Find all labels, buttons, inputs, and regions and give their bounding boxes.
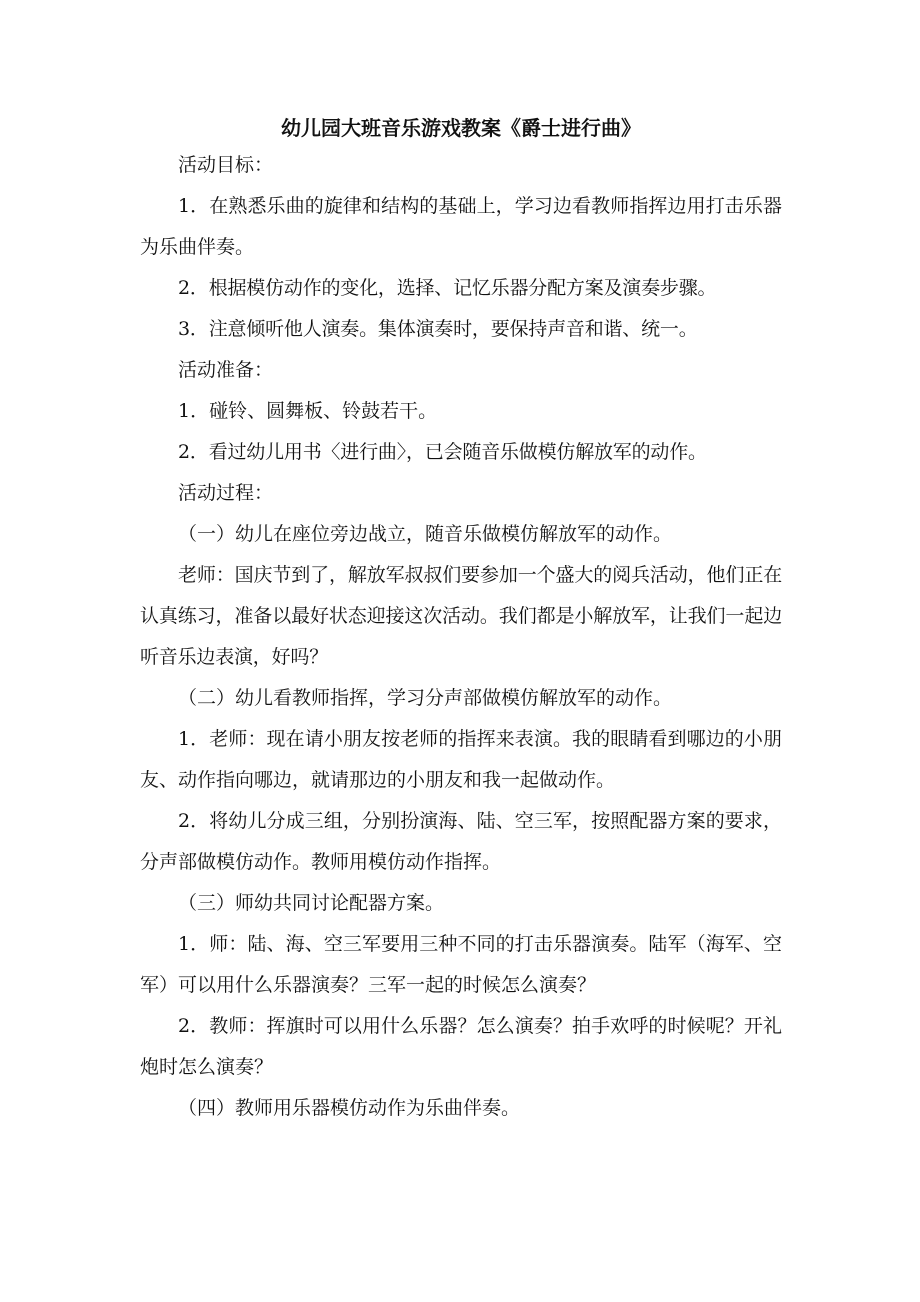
objective-1: 1．在熟悉乐曲的旋律和结构的基础上，学习边看教师指挥边用打击乐器为乐曲伴奏。 (140, 195, 782, 258)
document-title: 幼儿园大班音乐游戏教案《爵士进行曲》 (281, 116, 641, 140)
heading-preparation: 活动准备： (178, 359, 274, 381)
step-3-item-1: 1．师：陆、海、空三军要用三种不同的打击乐器演奏。陆军（海军、空军）可以用什么乐器演奏？三军一起的时候怎么演奏？ (140, 933, 782, 996)
process-step-2: （二）幼儿看教师指挥，学习分声部做模仿解放军的动作。 (178, 687, 673, 709)
step-3-item-2: 2．教师：挥旗时可以用什么乐器？怎么演奏？拍手欢呼的时候呢？开礼炮时怎么演奏？ (140, 1015, 782, 1078)
step-2-item-2: 2．将幼儿分成三组，分别扮演海、陆、空三军，按照配器方案的要求，分声部做模仿动作。教师用模仿动作指挥。 (140, 810, 782, 873)
heading-process: 活动过程： (178, 482, 274, 504)
preparation-2: 2．看过幼儿用书〈进行曲〉，已会随音乐做模仿解放军的动作。 (178, 441, 707, 463)
objective-2: 2．根据模仿动作的变化，选择、记忆乐器分配方案及演奏步骤。 (178, 277, 717, 299)
step-2-item-1: 1．老师：现在请小朋友按老师的指挥来表演。我的眼睛看到哪边的小朋友、动作指向哪边，就请那边的小朋友和我一起做动作。 (140, 728, 782, 791)
teacher-dialogue-1: 老师：国庆节到了，解放军叔叔们要参加一个盛大的阅兵活动，他们正在认真练习，准备以最好状态迎接这次活动。我们都是小解放军，让我们一起边听音乐边表演，好吗？ (140, 564, 782, 668)
heading-objectives: 活动目标： (178, 154, 274, 176)
document-body (140, 114, 782, 1129)
objective-3: 3．注意倾听他人演奏。集体演奏时，要保持声音和谐、统一。 (178, 318, 698, 340)
process-step-1: （一）幼儿在座位旁边战立，随音乐做模仿解放军的动作。 (178, 523, 673, 545)
process-step-3: （三）师幼共同讨论配器方案。 (178, 892, 445, 914)
preparation-1: 1．碰铃、圆舞板、铃鼓若干。 (178, 400, 438, 422)
process-step-4: （四）教师用乐器模仿动作为乐曲伴奏。 (178, 1097, 521, 1119)
